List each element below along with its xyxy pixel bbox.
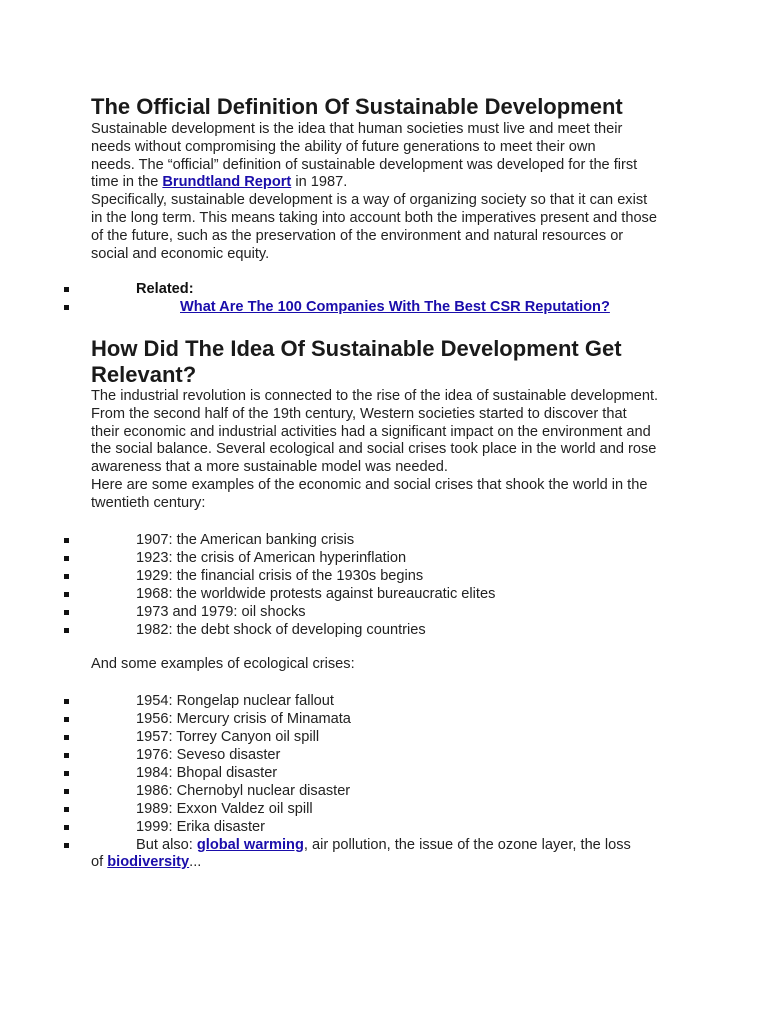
list-item-text: 1982: the debt shock of developing countries: [136, 622, 426, 638]
text-fragment: time in the: [91, 174, 163, 191]
bullet-icon: [64, 807, 69, 812]
text-line: twentieth century:: [91, 494, 206, 511]
list-item-text: 1973 and 1979: oil shocks: [136, 604, 306, 620]
text-fragment: But also:: [136, 837, 197, 853]
bullet-icon: [64, 538, 69, 543]
section-heading-relevance: [91, 336, 691, 388]
text-line: From the second half of the 19th century, Western societies started to discover that: [91, 405, 627, 422]
list-item-text: 1984: Bhopal disaster: [136, 765, 278, 781]
bullet-icon: [64, 628, 69, 633]
text-line: the social balance. Several ecological and social crises took place in the world and rose: [91, 441, 657, 458]
bullet-icon: [64, 574, 69, 579]
related-label: Related:: [136, 281, 194, 297]
biodiversity-link[interactable]: biodiversity: [107, 854, 190, 870]
bullet-icon: [64, 825, 69, 830]
list-item-related: [64, 280, 704, 298]
text-line: needs without compromising the ability of future generations to meet their own: [91, 138, 596, 155]
list-item-continuation: [91, 854, 691, 872]
list-item: [64, 603, 704, 621]
text-line: Specifically, sustainable development is a way of organizing society so that it can exist: [91, 192, 648, 209]
bullet-icon: [64, 789, 69, 794]
text-line: needs. The “official” definition of sustainable development was developed for the first: [91, 156, 638, 173]
list-item-text: 1907: the American banking crisis: [136, 532, 355, 548]
list-item: [64, 621, 704, 639]
list-item-text: 1986: Chernobyl nuclear disaster: [136, 783, 351, 799]
list-item: [64, 531, 704, 549]
text-line: in the long term. This means taking into account both the imperatives present and those: [91, 209, 657, 226]
bullet-icon: [64, 699, 69, 704]
list-item-but-also: [64, 836, 704, 854]
list-item-text: 1968: the worldwide protests against bureaucratic elites: [136, 586, 496, 602]
text-line: [91, 174, 691, 192]
list-item-text: 1956: Mercury crisis of Minamata: [136, 711, 351, 727]
global-warming-link[interactable]: global warming: [196, 837, 304, 853]
bullet-icon: [64, 556, 69, 561]
list-item: [64, 692, 704, 710]
paragraph-relevance: [91, 388, 691, 513]
csr-reputation-link[interactable]: What Are The 100 Companies With The Best CSR Reputation?: [180, 299, 610, 315]
bullet-icon: [64, 287, 69, 292]
text-line: their economic and industrial activities had a significant impact on the environment and: [91, 423, 651, 440]
text-fragment: ...: [189, 854, 202, 870]
list-item-text: [136, 836, 631, 854]
text-line: social and economic equity.: [91, 245, 270, 262]
bullet-icon: [64, 610, 69, 615]
list-item: [64, 728, 704, 746]
text-line: Sustainable development is the idea that human societies must live and meet their: [91, 121, 623, 137]
list-item-text: 1923: the crisis of American hyperinflation: [136, 550, 407, 566]
list-item: [64, 567, 704, 585]
list-item-related-link: [64, 298, 704, 316]
list-item: [64, 549, 704, 567]
list-item: [64, 585, 704, 603]
paragraph-definition: [91, 121, 691, 263]
bullet-icon: [64, 717, 69, 722]
heading-line: Relevant?: [91, 362, 197, 387]
list-item-text: 1954: Rongelap nuclear fallout: [136, 693, 334, 709]
brundtland-report-link[interactable]: Brundtland Report: [162, 174, 292, 191]
list-item: [64, 800, 704, 818]
heading-line: How Did The Idea Of Sustainable Development Get: [91, 336, 622, 361]
text-line: awareness that a more sustainable model was needed.: [91, 459, 448, 476]
list-item-text: 1929: the financial crisis of the 1930s begins: [136, 568, 424, 584]
text-line: Here are some examples of the economic and social crises that shook the world in the: [91, 476, 648, 493]
bullet-icon: [64, 753, 69, 758]
list-item: [64, 782, 704, 800]
text-fragment: , air pollution, the issue of the ozone layer, the loss: [303, 837, 631, 853]
list-item: [64, 818, 704, 836]
text-fragment: in 1987.: [291, 174, 348, 191]
list-item-text: 1989: Exxon Valdez oil spill: [136, 801, 313, 817]
list-item: [64, 710, 704, 728]
bullet-icon: [64, 305, 69, 310]
list-item-text: 1957: Torrey Canyon oil spill: [136, 729, 320, 745]
bullet-icon: [64, 592, 69, 597]
bullet-icon: [64, 735, 69, 740]
text-line: The industrial revolution is connected to the rise of the idea of sustainable development.: [91, 388, 659, 404]
bullet-icon: [64, 843, 69, 848]
text-line: of the future, such as the preservation of the environment and natural resources or: [91, 227, 624, 244]
list-item-text: 1976: Seveso disaster: [136, 747, 281, 763]
list-item: [64, 746, 704, 764]
bullet-icon: [64, 771, 69, 776]
list-item: [64, 764, 704, 782]
list-item-text: 1999: Erika disaster: [136, 819, 265, 835]
ecological-intro: And some examples of ecological crises:: [91, 656, 355, 672]
text-fragment: of: [91, 854, 108, 870]
section-heading-definition: The Official Definition Of Sustainable Development: [91, 94, 623, 119]
